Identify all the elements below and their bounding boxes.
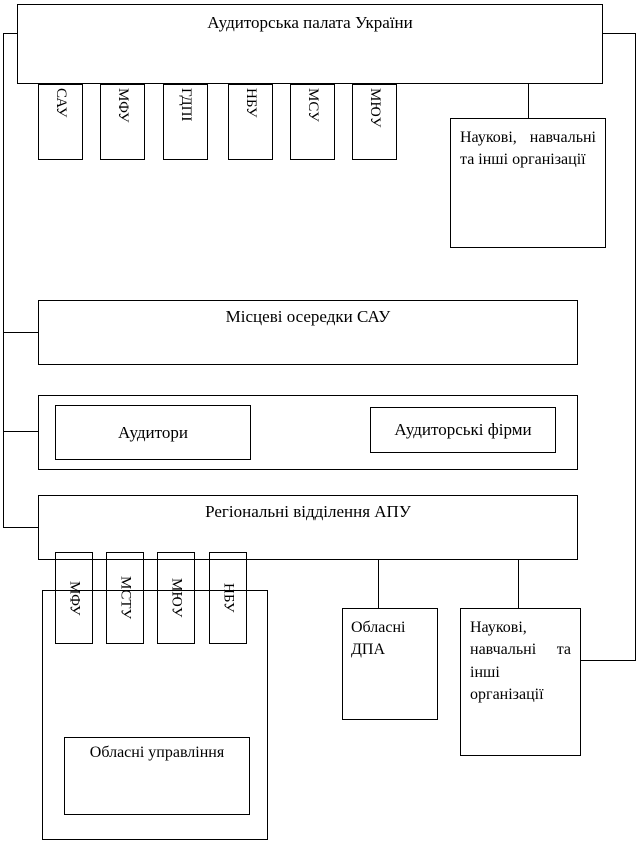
science-orgs-bottom-box [460, 608, 581, 756]
audit-chamber-title: Аудиторська палата України [207, 13, 413, 32]
member-label-myu: МЮУ [367, 88, 383, 128]
connector-top-to-science [528, 84, 529, 118]
oblast-dpa-label: Обласні ДПА [351, 619, 406, 659]
auditors-label: Аудитори [118, 422, 188, 442]
member-label-mfu: МФУ [115, 88, 131, 123]
audit-firms-label: Аудиторські фірми [394, 420, 532, 439]
member-box-myu [352, 84, 397, 160]
science-orgs-top-label: Наукові, навчальні та інші організації [460, 129, 596, 169]
connector-left-to-local [3, 332, 38, 333]
audit-firms-box [370, 407, 556, 453]
member-label-sau: САУ [53, 88, 69, 118]
regional-member-label-mfu: МФУ [66, 580, 83, 616]
oblast-dpa-box [342, 608, 438, 720]
connector-left-top [3, 33, 17, 34]
regional-member-box-mfu [55, 552, 93, 644]
connector-left-to-auditors [3, 431, 38, 432]
science-orgs-bottom-label: Наукові, навчальні та інші організації [470, 619, 571, 704]
member-box-gdpi [163, 84, 208, 160]
regional-member-box-mstu [106, 552, 144, 644]
member-box-nbu [228, 84, 273, 160]
regional-member-box-nbu [209, 552, 247, 644]
connector-regional-to-science [518, 560, 519, 608]
oblast-admin-box [64, 737, 250, 815]
connector-right-top [603, 33, 636, 34]
connector-regional-to-dpa [378, 560, 379, 608]
auditors-box [55, 405, 251, 460]
regional-offices-label: Регіональні відділення АПУ [205, 502, 411, 521]
science-orgs-top-box [450, 118, 606, 248]
connector-right-to-science [581, 660, 636, 661]
member-label-gdpi: ГДПІ [178, 88, 194, 122]
regional-offices-box [38, 495, 578, 560]
member-label-nbu: НБУ [243, 88, 259, 118]
regional-member-box-myu [157, 552, 195, 644]
member-label-msu: МСУ [305, 88, 321, 122]
connector-left-to-regional [3, 527, 38, 528]
regional-member-label-nbu: НБУ [220, 583, 237, 613]
regional-member-label-myu: МЮУ [168, 578, 185, 618]
oblast-admin-label: Обласні управління [89, 744, 225, 761]
member-box-sau [38, 84, 83, 160]
regional-member-label-mstu: МСТУ [117, 576, 134, 620]
audit-chamber-box [17, 4, 603, 84]
local-branches-label: Місцеві осередки САУ [225, 307, 391, 326]
connector-right-vertical [635, 33, 636, 661]
member-box-mfu [100, 84, 145, 160]
connector-left-vertical [3, 33, 4, 528]
local-branches-box [38, 300, 578, 365]
member-box-msu [290, 84, 335, 160]
